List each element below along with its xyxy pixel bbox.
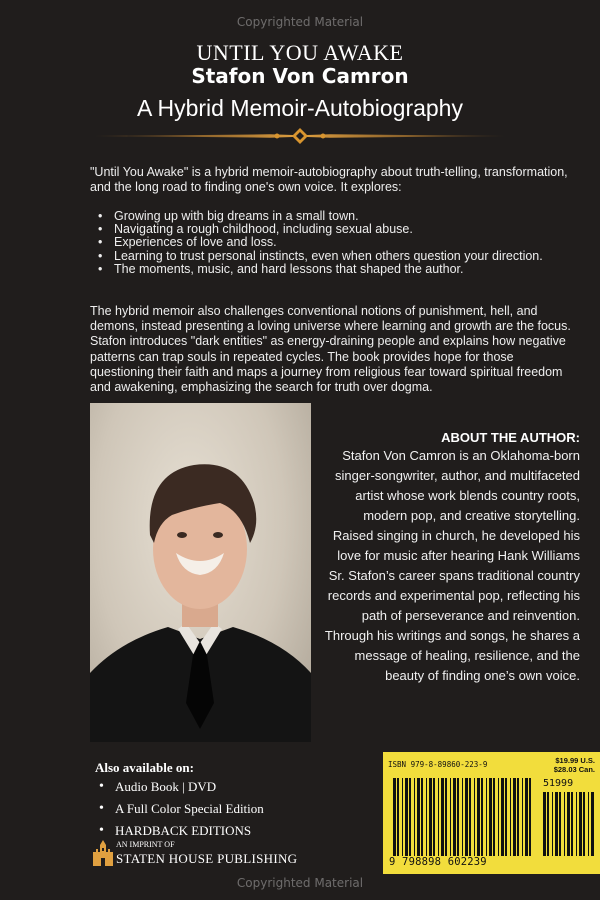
barcode-bar <box>571 792 573 856</box>
barcode-bar <box>529 778 531 856</box>
about-text: Stafon Von Camron is an Oklahoma-born singer-songwriter, author, and multifaceted artist whose work blends country roots, modern pop, and creative storytelling. Raised singing in church, he developed his love for music after hearing Hank Williams Sr. Stafon’s career spans traditional country records and experimental pop, reflecting his path of perseverance and reinvention. Through his writings and songs, he shares a message of healing, resilience, and the beauty of finding one’s own voice. <box>324 448 580 683</box>
barcode-bar <box>559 792 561 856</box>
list-item: • Growing up with big dreams in a small town. <box>90 210 580 223</box>
author-photo <box>90 403 311 742</box>
list-item: • Navigating a rough childhood, including sexual abuse. <box>90 223 580 236</box>
watermark-bottom: Copyrighted Material <box>236 876 364 890</box>
barcode-bar <box>555 792 558 856</box>
barcode-bar <box>393 778 396 856</box>
list-item: • The moments, music, and hard lessons that shaped the author. <box>90 263 580 276</box>
price-us: $19.99 U.S. <box>555 756 595 765</box>
barcode-digits: 9 798898 602239 <box>389 856 487 868</box>
barcode-bar <box>510 778 511 856</box>
price-box <box>551 756 595 774</box>
barcode-bar <box>505 778 507 856</box>
barcode-bar <box>429 778 432 856</box>
barcode-bar <box>501 778 504 856</box>
barcode-bar <box>567 792 570 856</box>
barcode-bar <box>402 778 403 856</box>
barcode-bar <box>576 792 577 856</box>
barcode-bar <box>564 792 565 856</box>
barcode-bar <box>522 778 523 856</box>
barcode-bar <box>438 778 439 856</box>
list-item: • HARDBACK EDITIONS <box>95 822 264 844</box>
barcode-bar <box>489 778 492 856</box>
barcode-bar <box>409 778 411 856</box>
barcode-bar <box>588 792 589 856</box>
barcode-bar <box>477 778 480 856</box>
barcode-bar <box>462 778 463 856</box>
imprint-label: AN IMPRINT OF <box>116 840 175 849</box>
also-available-heading: Also available on: <box>95 760 194 775</box>
barcode-bar <box>493 778 495 856</box>
barcode-bar <box>453 778 456 856</box>
author-name: Stafon Von Camron <box>191 64 409 88</box>
barcode-bar <box>417 778 420 856</box>
about-heading: ABOUT THE AUTHOR: <box>441 430 580 445</box>
theme-list <box>90 210 580 276</box>
barcode-bar <box>445 778 447 856</box>
author-portrait-illustration <box>90 403 311 742</box>
barcode-bar <box>498 778 499 856</box>
barcode-bar <box>426 778 427 856</box>
barcode-bar <box>457 778 459 856</box>
barcode-bar <box>486 778 487 856</box>
barcode-panel <box>383 752 600 874</box>
barcode-bar <box>433 778 435 856</box>
price-can: $28.03 Can. <box>553 765 595 774</box>
publisher-block <box>92 838 312 868</box>
addon-code: 51999 <box>543 778 574 789</box>
barcode-bar <box>481 778 483 856</box>
publisher-name: STATEN HOUSE PUBLISHING <box>116 851 298 866</box>
book-subtitle: A Hybrid Memoir-Autobiography <box>137 95 463 121</box>
description-paragraph: The hybrid memoir also challenges conventional notions of punishment, hell, and demons, instead presenting a loving universe where learning and growth are the focus. Stafon introduces "dark entities" as energy-draining people and explains how negative patterns can trap souls in repeated cycles. The book provides hope for those questioning their faith and maps a journey from religious fear toward spiritual freedom and awakening, emphasizing the search for truth over dogma. <box>90 304 571 395</box>
barcode-bar <box>469 778 471 856</box>
isbn-text: ISBN 979-8-89860-223-9 <box>388 760 488 769</box>
barcode-bar <box>465 778 468 856</box>
list-item: • Learning to trust personal instincts, even when others question your direction. <box>90 250 580 263</box>
barcode-bar <box>552 792 553 856</box>
book-title: UNTIL YOU AWAKE <box>196 40 404 65</box>
barcode-bar <box>591 792 594 856</box>
intro-paragraph: "Until You Awake" is a hybrid memoir-autobiography about truth-telling, transformation, and the long road to finding one's own voice. It explores: <box>90 165 568 194</box>
barcode-bar <box>414 778 415 856</box>
barcode-bar <box>441 778 444 856</box>
barcode-bar <box>579 792 582 856</box>
also-available-list <box>95 778 264 844</box>
list-item: • Audio Book | DVD <box>95 778 264 800</box>
barcode-bar <box>517 778 519 856</box>
barcode-bar <box>513 778 516 856</box>
watermark-top: Copyrighted Material <box>236 15 364 29</box>
barcode-bar <box>421 778 423 856</box>
barcode-bar <box>474 778 475 856</box>
barcode-bar <box>450 778 451 856</box>
barcode-bar <box>543 792 546 856</box>
list-item: • Experiences of love and loss. <box>90 236 580 249</box>
barcode-bar <box>397 778 399 856</box>
barcode-bar <box>547 792 549 856</box>
list-item: • A Full Color Special Edition <box>95 800 264 822</box>
barcode-bar <box>525 778 528 856</box>
barcode-bar <box>583 792 585 856</box>
castle-icon <box>92 840 114 866</box>
barcode-bar <box>405 778 408 856</box>
ornament-divider <box>95 126 505 146</box>
